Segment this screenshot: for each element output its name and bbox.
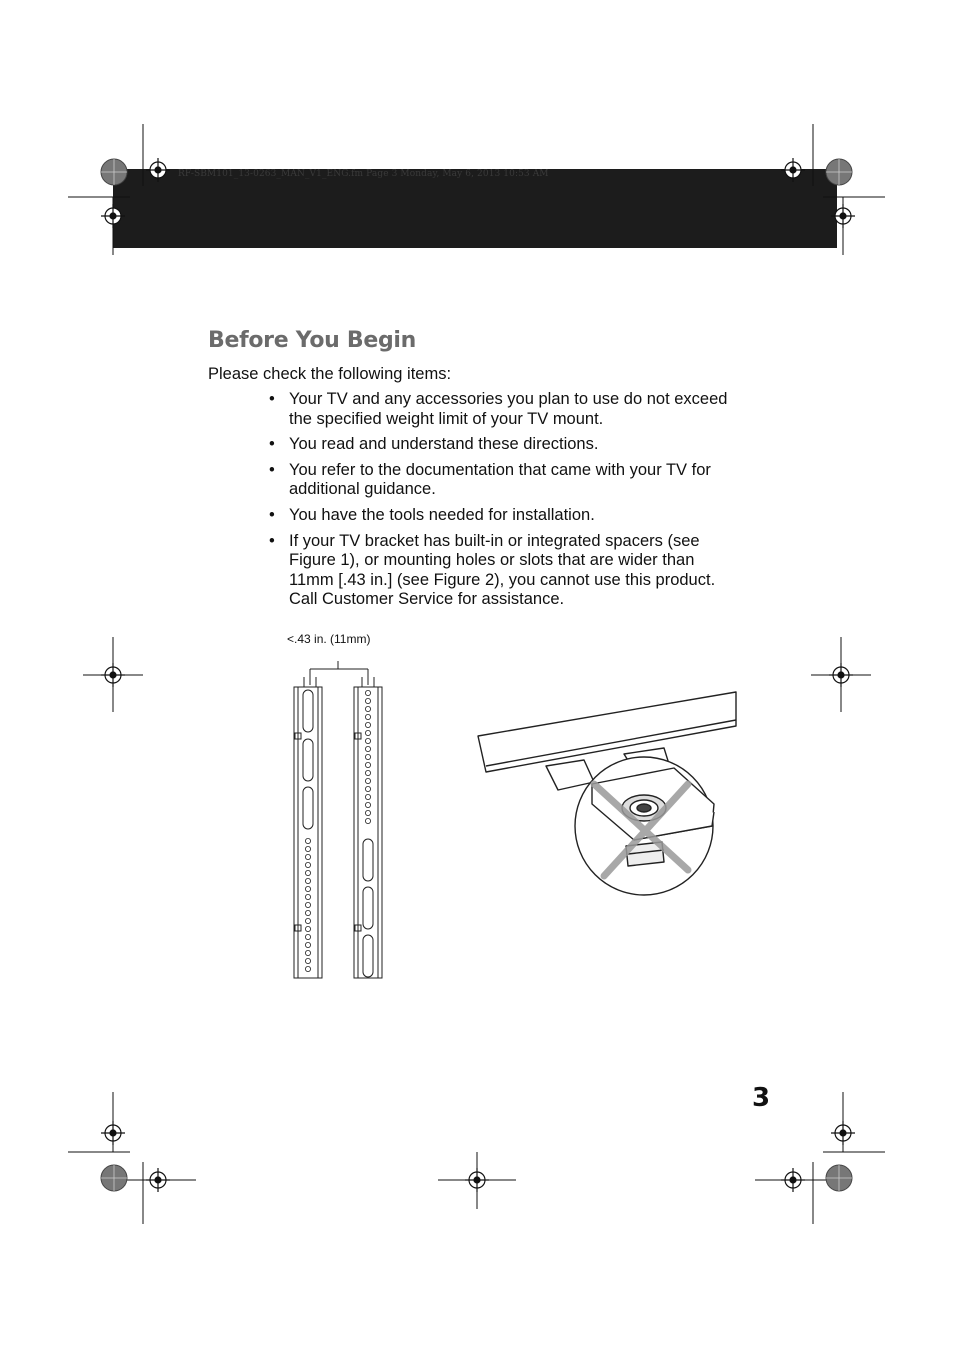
figure-dimension-label: <.43 in. (11mm) [287, 632, 371, 646]
bracket-rails-illustration [280, 655, 400, 985]
bullet: • [269, 460, 275, 479]
intro-text: Please check the following items: [208, 365, 452, 383]
bullet: • [269, 390, 275, 408]
registration-mark-icon [101, 1121, 125, 1145]
checklist [268, 390, 768, 616]
list-item: • You read and understand these directions. [269, 435, 599, 454]
list-item: • You refer to the documentation that came with your TV for additional guidance. [269, 460, 711, 499]
registration-mark-icon [101, 204, 125, 228]
bullet: • [269, 505, 275, 524]
page-title: Before You Begin [208, 328, 416, 353]
integrated-spacer-illustration [474, 686, 744, 901]
page-number: 3 [752, 1083, 771, 1113]
registration-mark-icon [829, 663, 853, 687]
list-item: • If your TV bracket has built-in or integrated spacers (see Figure 1), or mounting holes or slots that are wider than 11mm [.43 in.] (see Figure 2), you cannot use this product. Call Customer Service for assistance. [269, 531, 716, 609]
registration-mark-icon [831, 1121, 855, 1145]
list-item: • You have the tools needed for installation. [269, 505, 595, 524]
list-item: • Your TV and any accessories you plan to use do not exceed the specified weight limit of your TV mount. [269, 390, 728, 428]
registration-mark-icon [146, 158, 170, 182]
registration-mark-icon [781, 1168, 805, 1192]
bullet: • [269, 531, 275, 550]
file-slug: RF-SBM101_13-0263_MAN_V1_ENG.fm Page 3 Monday, May 6, 2013 10:53 AM [178, 169, 549, 179]
registration-mark-icon [781, 158, 805, 182]
registration-mark-icon [146, 1168, 170, 1192]
registration-mark-icon [101, 663, 125, 687]
registration-mark-icon [465, 1168, 489, 1192]
bullet: • [269, 435, 275, 454]
registration-mark-icon [831, 204, 855, 228]
